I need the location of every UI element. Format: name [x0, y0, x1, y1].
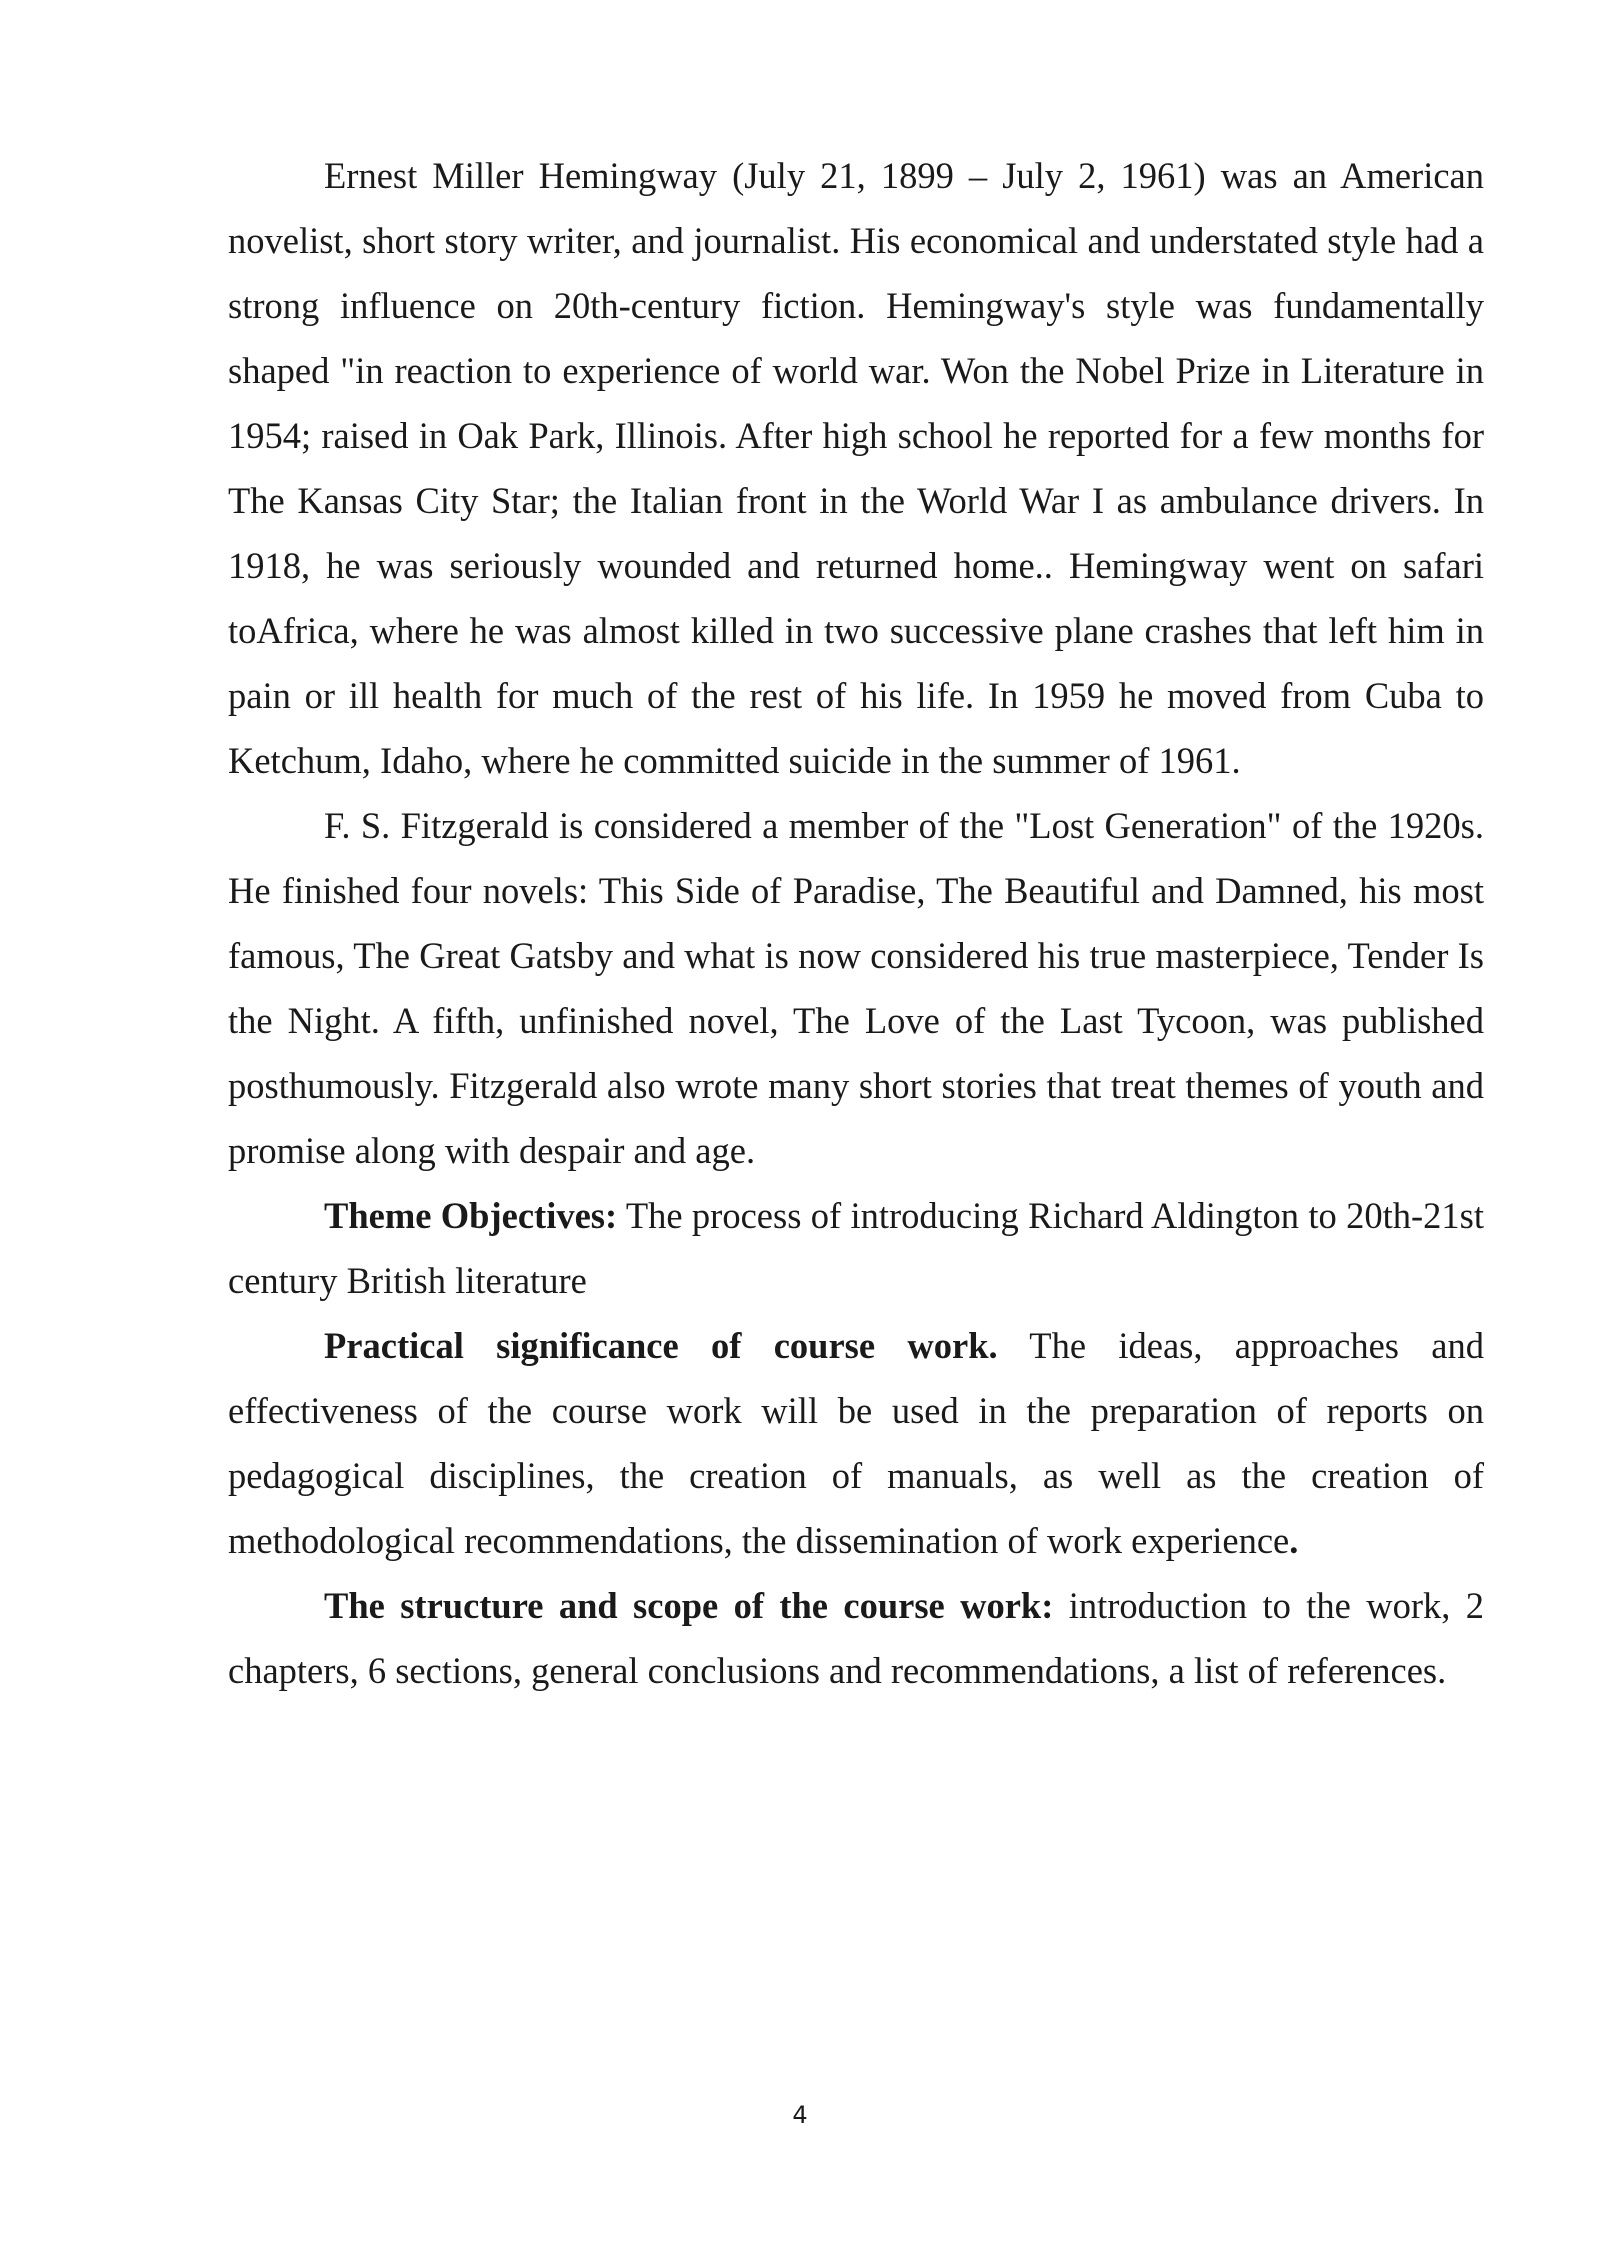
theme-objectives-text: The process of introducing Richard Aldington to 20th-21st century British literature [228, 1195, 1484, 1301]
document-body [228, 143, 1484, 1703]
structure-scope-text: introduction to the work, 2 chapters, 6 sections, general conclusions and recommendations, a list of references. [228, 1585, 1484, 1691]
theme-objectives-label: Theme Objectives: [324, 1195, 618, 1236]
paragraph-theme-objectives [228, 1183, 1484, 1313]
practical-significance-text: The ideas, approaches and effectiveness of the course work will be used in the preparation of reports on pedagogical disciplines, the creation of manuals, as well as the creation of methodological recommendations, the dissemination of work experience [228, 1325, 1484, 1561]
practical-significance-label: Practical significance of course work. [324, 1325, 998, 1366]
paragraph-hemingway [228, 143, 1484, 793]
practical-significance-period: . [1289, 1520, 1299, 1561]
paragraph-structure-scope [228, 1573, 1484, 1703]
paragraph-practical-significance [228, 1313, 1484, 1573]
paragraph-hemingway-text: Ernest Miller Hemingway (July 21, 1899 – July 2, 1961) was an American novelist, short story writer, and journalist. His economical and understated style had a strong influence on 20th-century fiction. Hemingway's style was fundamentally shaped "in reaction to experience of world war. Won the Nobel Prize in Literature in 1954; raised in Oak Park, Illinois. After high school he reported for a few months for The Kansas City Star; the Italian front in the World War I as ambulance drivers. In 1918, he was seriously wounded and returned home.. Hemingway went on safari toAfrica, where he was almost killed in two successive plane crashes that left him in pain or ill health for much of the rest of his life. In 1959 he moved from Cuba to Ketchum, Idaho, where he committed suicide in the summer of 1961. [228, 155, 1484, 781]
paragraph-fitzgerald [228, 793, 1484, 1183]
paragraph-fitzgerald-text: F. S. Fitzgerald is considered a member of the "Lost Generation" of the 1920s. He finished four novels: This Side of Paradise, The Beautiful and Damned, his most famous, The Great Gatsby and what is now considered his true masterpiece, Tender Is the Night. A fifth, unfinished novel, The Love of the Last Tycoon, was published posthumously. Fitzgerald also wrote many short stories that treat themes of youth and promise along with despair and age. [228, 805, 1484, 1171]
structure-scope-label: The structure and scope of the course work: [324, 1585, 1054, 1626]
page-number: 4 [792, 2101, 808, 2129]
